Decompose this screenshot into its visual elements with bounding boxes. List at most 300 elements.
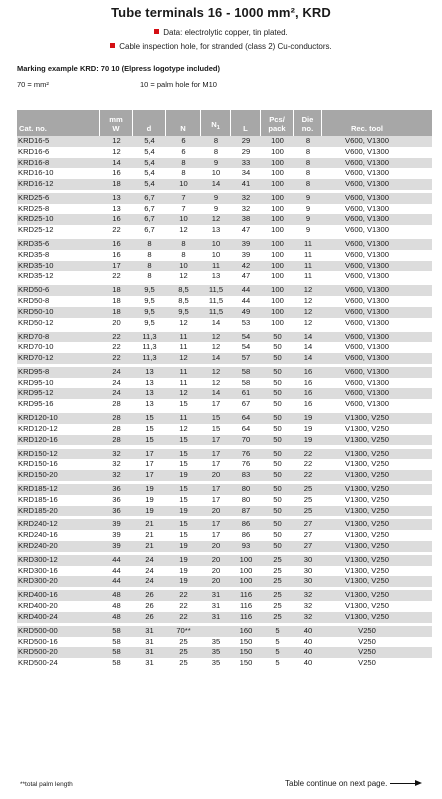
red-square-bullet-icon [154, 29, 159, 34]
cell-die-no: 32 [303, 590, 313, 600]
cell-rec-tool: V600, V1300 [345, 239, 389, 249]
cell-d: 13 [145, 377, 154, 387]
cell-n1: 35 [211, 636, 221, 646]
cell-n: 15 [179, 519, 188, 529]
cell-mm-w: 18 [112, 296, 121, 306]
cell-rec-tool: V250 [358, 625, 376, 635]
page-title: Tube terminals 16 - 1000 mm², KRD [111, 5, 331, 20]
header-pcs-pack: Pcs/ pack [261, 110, 294, 136]
cell-pcs-pack: 50 [273, 388, 282, 398]
cell-n1: 10 [211, 168, 221, 178]
cell-n1: 17 [211, 519, 221, 529]
table-row [17, 378, 432, 389]
table-row [17, 459, 432, 470]
cell-l: 76 [241, 459, 251, 469]
cell-pcs-pack: 100 [271, 296, 284, 306]
cell-d: 24 [145, 565, 154, 575]
cell-d: 15 [145, 423, 154, 433]
red-square-bullet-icon [110, 43, 115, 48]
cell-rec-tool: V600, V1300 [345, 225, 389, 235]
cell-n: 15 [179, 399, 188, 409]
cell-l: 150 [239, 647, 253, 657]
cell-die-no: 16 [303, 388, 313, 398]
cell-cat-no: KRD120-10 [18, 413, 58, 423]
cell-mm-w: 32 [112, 459, 121, 469]
cell-d: 6,7 [144, 203, 155, 213]
cell-rec-tool: V600, V1300 [345, 306, 389, 316]
cell-cat-no: KRD25-12 [18, 225, 54, 235]
cell-mm-w: 58 [112, 658, 121, 667]
cell-d: 19 [145, 494, 154, 504]
table-row [17, 367, 432, 378]
cell-n: 12 [179, 388, 188, 398]
cell-n: 25 [179, 647, 188, 657]
cell-mm-w: 16 [112, 168, 121, 178]
cell-n1: 9 [213, 157, 219, 167]
cell-l: 29 [241, 146, 251, 156]
cell-d: 5,4 [144, 136, 155, 145]
cell-n1: 20 [211, 505, 221, 515]
cell-mm-w: 58 [112, 636, 121, 646]
table-row [17, 353, 432, 364]
cell-l: 93 [241, 540, 251, 550]
cell-cat-no: KRD150-12 [18, 448, 58, 458]
cell-n1: 31 [211, 601, 221, 611]
cell-die-no: 9 [305, 192, 311, 202]
cell-cat-no: KRD185-12 [18, 484, 58, 493]
cell-n1: 17 [211, 530, 221, 540]
cell-cat-no: KRD185-16 [18, 494, 58, 504]
cell-pcs-pack: 5 [275, 658, 280, 667]
cell-l: 80 [241, 494, 251, 504]
cell-n: 22 [179, 611, 188, 621]
cell-pcs-pack: 50 [273, 519, 282, 529]
cell-rec-tool: V600, V1300 [345, 342, 389, 352]
cell-l: 61 [241, 388, 251, 398]
marking-example-title: Marking example KRD: 70 10 (Elpress logotype included) [17, 64, 220, 73]
cell-d: 24 [145, 554, 154, 564]
cell-mm-w: 39 [112, 540, 121, 550]
cell-n: 19 [179, 505, 188, 515]
table-row [17, 555, 432, 566]
cell-pcs-pack: 100 [271, 214, 284, 224]
cell-mm-w: 18 [112, 179, 121, 188]
table-row [17, 271, 432, 282]
terminals-table [17, 110, 432, 669]
table-row [17, 647, 432, 658]
table-row [17, 612, 432, 623]
cell-rec-tool: V1300, V250 [345, 434, 389, 444]
cell-rec-tool: V1300, V250 [345, 565, 389, 575]
cell-l: 116 [239, 590, 253, 600]
cell-rec-tool: V1300, V250 [345, 470, 389, 480]
cell-n1: 35 [211, 658, 221, 667]
cell-die-no: 22 [303, 448, 313, 458]
cell-pcs-pack: 100 [271, 271, 284, 281]
cell-cat-no: KRD400-16 [18, 590, 58, 600]
cell-n: 10 [179, 260, 188, 270]
cell-pcs-pack: 100 [271, 146, 284, 156]
cell-d: 9,5 [144, 306, 155, 316]
table-row [17, 342, 432, 353]
cell-n: 6 [181, 146, 186, 156]
cell-cat-no: KRD70-8 [18, 331, 50, 341]
cell-die-no: 19 [303, 423, 313, 433]
cell-n1: 31 [211, 611, 221, 621]
table-row [17, 179, 432, 190]
cell-d: 8 [147, 260, 152, 270]
cell-l: 87 [241, 505, 251, 515]
cell-cat-no: KRD240-16 [18, 530, 58, 540]
cell-cat-no: KRD300-20 [18, 576, 58, 586]
cell-die-no: 9 [305, 225, 311, 235]
arrow-right-icon [390, 780, 422, 788]
cell-die-no: 25 [303, 505, 313, 515]
cell-die-no: 12 [303, 285, 313, 295]
cell-cat-no: KRD240-12 [18, 519, 58, 529]
cell-n: 9,5 [178, 306, 189, 316]
cell-pcs-pack: 100 [271, 203, 284, 213]
cell-d: 13 [145, 399, 154, 409]
cell-rec-tool: V1300, V250 [345, 601, 389, 611]
header-l: L [231, 110, 261, 136]
cell-rec-tool: V600, V1300 [345, 353, 389, 362]
cell-n1 [201, 626, 231, 637]
cell-d: 31 [145, 658, 154, 667]
cell-mm-w: 36 [112, 494, 121, 504]
cell-n1: 14 [211, 353, 221, 362]
marking-example-palm-hole: 10 = palm hole for M10 [140, 80, 217, 89]
cell-n1: 13 [211, 225, 221, 235]
cell-d: 11,3 [142, 353, 157, 362]
cell-d: 26 [145, 601, 154, 611]
cell-pcs-pack: 25 [273, 601, 282, 611]
cell-mm-w: 58 [112, 625, 121, 635]
cell-pcs-pack: 50 [273, 331, 282, 341]
continue-text: Table continue on next page. [285, 779, 388, 788]
cell-die-no: 27 [303, 530, 313, 540]
cell-die-no: 8 [305, 168, 311, 178]
cell-mm-w: 44 [112, 565, 121, 575]
cell-cat-no: KRD150-20 [18, 470, 58, 480]
marking-example-mm: 70 = mm² [17, 80, 49, 89]
table-row [17, 147, 432, 158]
cell-n: 12 [179, 423, 188, 433]
header-die-no: Die no. [294, 110, 322, 136]
cell-l: 100 [239, 576, 253, 586]
cell-mm-w: 13 [112, 192, 121, 202]
cell-l: 32 [241, 203, 251, 213]
cell-die-no: 40 [303, 658, 313, 667]
cell-pcs-pack: 25 [273, 576, 282, 586]
cell-cat-no: KRD120-12 [18, 423, 58, 433]
cell-cat-no: KRD50-6 [18, 285, 50, 295]
cell-cat-no: KRD16-10 [18, 168, 54, 178]
cell-n: 10 [179, 214, 188, 224]
cell-pcs-pack: 50 [273, 342, 282, 352]
cell-n: 8 [181, 157, 186, 167]
cell-d: 19 [145, 505, 154, 515]
table-row [17, 495, 432, 506]
cell-pcs-pack: 100 [271, 260, 284, 270]
cell-d: 6,7 [144, 214, 155, 224]
cell-pcs-pack: 50 [273, 505, 282, 515]
cell-n: 70** [176, 625, 191, 635]
cell-rec-tool: V1300, V250 [345, 519, 389, 529]
cell-l: 49 [241, 306, 251, 316]
cell-n1: 11,5 [208, 296, 224, 306]
cell-cat-no: KRD300-16 [18, 565, 58, 575]
cell-n1: 17 [211, 459, 221, 469]
cell-die-no: 14 [303, 331, 313, 341]
cell-n1: 17 [211, 494, 221, 504]
cell-l: 100 [239, 565, 253, 575]
table-row [17, 470, 432, 481]
cell-l: 53 [241, 317, 251, 327]
cell-n: 10 [179, 179, 188, 188]
cell-d: 8 [147, 239, 152, 249]
table-row [17, 285, 432, 296]
cell-die-no: 32 [303, 601, 313, 611]
cell-mm-w: 32 [112, 470, 121, 480]
cell-die-no: 40 [303, 625, 313, 635]
cell-n1: 9 [213, 203, 219, 213]
cell-die-no: 12 [303, 296, 313, 306]
cell-n1: 20 [211, 565, 221, 575]
cell-cat-no: KRD95-16 [18, 399, 54, 409]
cell-l: 47 [241, 225, 251, 235]
cell-mm-w: 39 [112, 530, 121, 540]
cell-die-no: 30 [303, 554, 313, 564]
cell-mm-w: 12 [112, 136, 121, 145]
cell-l: 86 [241, 530, 251, 540]
cell-cat-no: KRD185-20 [18, 505, 58, 515]
table-row [17, 193, 432, 204]
table-row [17, 296, 432, 307]
cell-d: 8 [147, 271, 152, 281]
cell-l: 41 [241, 179, 251, 188]
cell-d: 13 [145, 388, 154, 398]
cell-mm-w: 24 [112, 377, 121, 387]
cell-d: 17 [145, 448, 154, 458]
cell-pcs-pack: 50 [273, 399, 282, 409]
cell-l: 64 [241, 413, 251, 423]
cell-n: 8 [181, 168, 186, 178]
table-row [17, 658, 432, 669]
cell-rec-tool: V250 [358, 658, 376, 667]
table-row [17, 541, 432, 552]
cell-rec-tool: V600, V1300 [345, 366, 389, 376]
cell-n: 7 [181, 192, 186, 202]
header-rec-tool: Rec. tool [350, 124, 384, 133]
cell-pcs-pack: 100 [271, 157, 284, 167]
cell-pcs-pack: 50 [273, 366, 282, 376]
cell-d: 21 [145, 530, 154, 540]
cell-die-no: 30 [303, 576, 313, 586]
cell-rec-tool: V1300, V250 [345, 494, 389, 504]
cell-rec-tool: V1300, V250 [345, 576, 389, 586]
cell-mm-w: 58 [112, 647, 121, 657]
cell-l: 76 [241, 448, 251, 458]
cell-mm-w: 44 [112, 554, 121, 564]
cell-mm-w: 18 [112, 306, 121, 316]
table-row [17, 530, 432, 541]
cell-d: 15 [145, 413, 154, 423]
cell-n: 6 [181, 136, 186, 145]
cell-n: 11 [179, 331, 188, 341]
cell-d: 31 [145, 647, 154, 657]
cell-die-no: 25 [303, 484, 313, 493]
cell-rec-tool: V600, V1300 [345, 179, 389, 188]
table-row [17, 168, 432, 179]
cell-n: 19 [179, 470, 188, 480]
cell-cat-no: KRD16-6 [18, 146, 50, 156]
cell-n: 15 [179, 530, 188, 540]
cell-pcs-pack: 50 [273, 434, 282, 444]
cell-n1: 31 [211, 590, 221, 600]
cell-pcs-pack: 100 [271, 285, 284, 295]
cell-n1: 17 [211, 448, 221, 458]
table-row [17, 214, 432, 225]
cell-pcs-pack: 100 [271, 179, 284, 188]
cell-mm-w: 48 [112, 601, 121, 611]
cell-pcs-pack: 100 [271, 239, 284, 249]
cell-rec-tool: V1300, V250 [345, 554, 389, 564]
cell-rec-tool: V600, V1300 [345, 260, 389, 270]
cell-cat-no: KRD95-12 [18, 388, 54, 398]
cell-d: 5,4 [144, 179, 155, 188]
cell-cat-no: KRD25-6 [18, 192, 50, 202]
cell-die-no: 8 [305, 157, 311, 167]
cell-l: 64 [241, 423, 251, 433]
cell-n1: 11 [212, 260, 220, 270]
cell-n: 12 [179, 225, 188, 235]
cell-l: 33 [241, 157, 251, 167]
cell-cat-no: KRD300-12 [18, 554, 58, 564]
cell-die-no: 19 [303, 413, 313, 423]
cell-l: 44 [241, 296, 251, 306]
cell-d: 11,3 [142, 342, 157, 352]
cell-cat-no: KRD500-00 [18, 625, 58, 635]
cell-l: 54 [241, 331, 251, 341]
cell-die-no: 8 [305, 136, 311, 145]
cell-n1: 9 [213, 192, 219, 202]
cell-rec-tool: V1300, V250 [345, 413, 389, 423]
cell-n: 8,5 [178, 296, 189, 306]
cell-mm-w: 24 [112, 366, 121, 376]
cell-rec-tool: V600, V1300 [345, 203, 389, 213]
cell-mm-w: 22 [112, 225, 121, 235]
cell-die-no: 27 [303, 519, 313, 529]
cell-n1: 35 [211, 647, 221, 657]
cell-pcs-pack: 25 [273, 554, 282, 564]
cell-l: 39 [241, 239, 251, 249]
table-row [17, 424, 432, 435]
cell-mm-w: 22 [112, 331, 121, 341]
cell-cat-no: KRD400-24 [18, 611, 58, 621]
cell-n1: 14 [211, 317, 221, 327]
cell-cat-no: KRD500-24 [18, 658, 58, 667]
table-row [17, 435, 432, 446]
cell-d: 21 [145, 519, 154, 529]
cell-pcs-pack: 50 [273, 494, 282, 504]
cell-mm-w: 22 [112, 342, 121, 352]
cell-rec-tool: V600, V1300 [345, 168, 389, 178]
cell-n1: 20 [211, 576, 221, 586]
cell-cat-no: KRD70-12 [18, 353, 54, 362]
cell-n1: 17 [211, 434, 221, 444]
cell-die-no: 16 [303, 366, 313, 376]
cell-pcs-pack: 50 [273, 413, 282, 423]
cell-rec-tool: V250 [358, 636, 376, 646]
cell-n1: 20 [211, 554, 221, 564]
cell-mm-w: 28 [112, 413, 121, 423]
cell-cat-no: KRD50-8 [18, 296, 50, 306]
cell-rec-tool: V600, V1300 [345, 285, 389, 295]
cell-d: 26 [145, 590, 154, 600]
cell-mm-w: 28 [112, 423, 121, 433]
cell-mm-w: 16 [112, 239, 121, 249]
cell-pcs-pack: 50 [273, 459, 282, 469]
cell-d: 15 [145, 434, 154, 444]
cell-rec-tool: V600, V1300 [345, 192, 389, 202]
cell-l: 42 [241, 260, 251, 270]
cell-pcs-pack: 100 [271, 225, 284, 235]
cell-cat-no: KRD500-20 [18, 647, 58, 657]
cell-d: 9,5 [144, 296, 155, 306]
cell-pcs-pack: 50 [273, 470, 282, 480]
cell-l: 160 [239, 625, 253, 635]
cell-mm-w: 24 [112, 388, 121, 398]
cell-n: 12 [179, 317, 188, 327]
cell-n1: 20 [211, 470, 221, 480]
cell-rec-tool: V600, V1300 [345, 146, 389, 156]
cell-n: 19 [179, 554, 188, 564]
cell-d: 31 [145, 636, 154, 646]
cell-cat-no: KRD16-8 [18, 157, 50, 167]
cell-rec-tool: V1300, V250 [345, 505, 389, 515]
table-row [17, 136, 432, 147]
cell-l: 70 [241, 434, 251, 444]
cell-n1: 10 [211, 249, 221, 259]
cell-mm-w: 44 [112, 576, 121, 586]
cell-l: 116 [239, 601, 253, 611]
cell-pcs-pack: 25 [273, 590, 282, 600]
cell-n1: 11,5 [208, 285, 224, 295]
cell-l: 58 [241, 377, 251, 387]
cell-l: 47 [241, 271, 251, 281]
cell-n: 8 [181, 249, 186, 259]
cell-cat-no: KRD500-16 [18, 636, 58, 646]
cell-n1: 12 [211, 377, 221, 387]
cell-d: 5,4 [144, 146, 155, 156]
cell-die-no: 12 [303, 306, 313, 316]
cell-die-no: 22 [303, 459, 313, 469]
cell-pcs-pack: 50 [273, 484, 282, 493]
table-row [17, 449, 432, 460]
info-line-material [0, 28, 442, 37]
cell-n1: 8 [213, 136, 219, 145]
cell-l: 150 [239, 658, 253, 667]
cell-pcs-pack: 50 [273, 448, 282, 458]
cell-d: 5,4 [144, 168, 155, 178]
cell-n1: 17 [211, 484, 221, 493]
cell-n: 11 [179, 342, 188, 352]
cell-l: 150 [239, 636, 253, 646]
cell-n: 25 [179, 636, 188, 646]
cell-n: 7 [181, 203, 186, 213]
cell-d: 9,5 [144, 285, 155, 295]
